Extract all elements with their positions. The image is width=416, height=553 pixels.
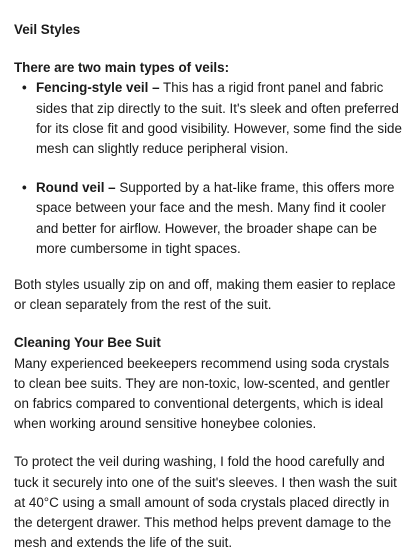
bullet-icon: •	[22, 80, 27, 96]
cleaning-paragraph-1: Many experienced beekeepers recommend using soda crystals to clean bee suits. They are non-toxic, low-scented, and gentler on fabrics compared to conventional detergents, which is ideal when working around sensitive honeybee colonies.	[14, 355, 390, 432]
section-title-veil-styles: Veil Styles	[14, 22, 81, 37]
list-item-term: Fencing-style veil –	[36, 80, 160, 96]
section-title-cleaning: Cleaning Your Bee Suit	[14, 335, 161, 351]
spacer	[14, 259, 402, 275]
list-item-text: This has a rigid front panel and fabric sides that zip directly to the suit. It's sleek and often preferred for its close fit and good visibility. However, some find the side mesh can slightly reduce peripheral vision.	[36, 80, 402, 157]
list-item-text: Supported by a hat-like frame, this offers more space between your face and the mesh. Many find it cooler and better for airflow. However, the broader shape can be more cumbersome in tight spaces.	[36, 180, 395, 256]
bullet-icon: •	[22, 180, 27, 196]
list-item-fencing-veil	[22, 78, 402, 159]
veil-types-list	[14, 78, 402, 259]
spacer	[14, 434, 402, 452]
spacer	[14, 315, 402, 333]
list-item-round-veil	[22, 178, 402, 259]
list-item-term: Round veil –	[36, 180, 116, 196]
veil-types-intro: There are two main types of veils:	[14, 60, 230, 76]
veil-styles-closing: Both styles usually zip on and off, making them easier to replace or clean separately from the rest of the suit.	[14, 277, 396, 313]
spacer	[14, 40, 402, 58]
cleaning-paragraph-2: To protect the veil during washing, I fold the hood carefully and tuck it securely into one of the suit's sleeves. I then wash the suit at 40°C using a small amount of soda crystals placed directly in the detergent drawer. This method helps prevent damage to the mesh and extends the life of the suit.	[14, 454, 397, 551]
